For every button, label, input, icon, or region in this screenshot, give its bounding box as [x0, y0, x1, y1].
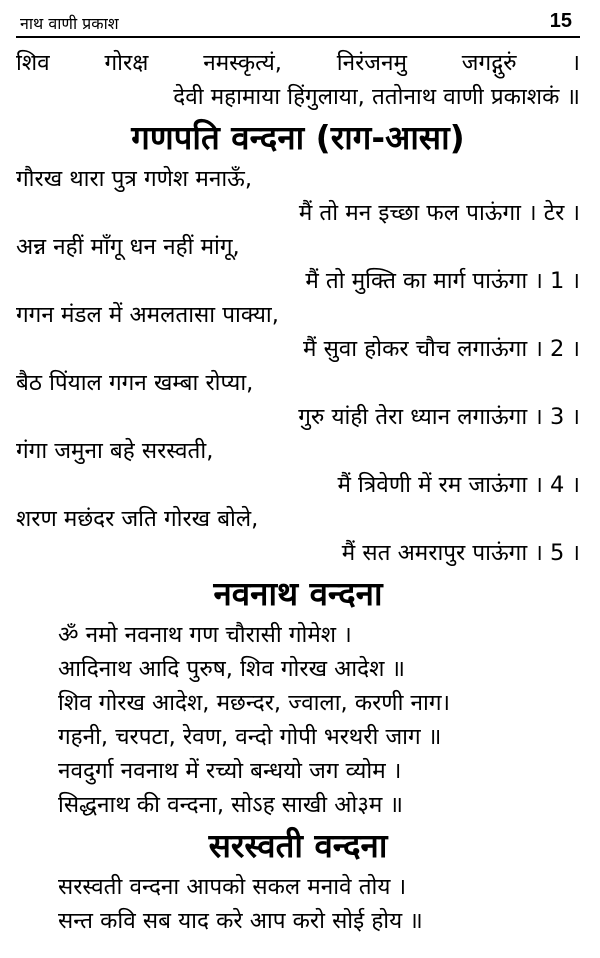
verse-refrain: गुरु यांही तेरा ध्यान लगाऊंगा । 3 ।: [298, 404, 580, 430]
verse-line: गौरख थारा पुत्र गणेश मनाऊँ,: [16, 166, 252, 192]
verse-refrain: मैं त्रिवेणी में रम जाऊंगा । 4 ।: [337, 472, 580, 498]
intro-verse-line-2: देवी महामाया हिंगुलाया, ततोनाथ वाणी प्रकाशकं ॥: [173, 84, 580, 110]
section-heading-saraswati: सरस्वती वन्दना: [208, 826, 388, 865]
verse-line: शिव गोरख आदेश, मछन्दर, ज्वाला, करणी नाग।: [58, 690, 451, 716]
intro-verse-line-1: [16, 46, 580, 80]
verse-refrain: मैं सुवा होकर चौच लगाऊंगा । 2 ।: [302, 336, 580, 362]
verse-line: सिद्धनाथ की वन्दना, सोऽह साखी ओ३म ॥: [58, 792, 404, 818]
verse-line: सरस्वती वन्दना आपको सकल मनावे तोय ।: [58, 874, 407, 900]
verse-line: सन्त कवि सब याद करे आप करो सोई होय ॥: [58, 908, 423, 934]
verse-line: अन्न नहीं माँगू धन नहीं मांगू,: [16, 234, 240, 260]
section-heading-ganpati: गणपति वन्दना (राग-आसा): [131, 118, 465, 157]
navnath-verses: [16, 618, 580, 822]
intro-word: गोरक्ष: [104, 50, 149, 76]
verse-line: शरण मछंदर जति गोरख बोले,: [16, 506, 259, 532]
verse-line: बैठ पिंयाल गगन खम्बा रोप्या,: [16, 370, 254, 396]
verse-refrain: मैं तो मन इच्छा फल पाऊंगा । टेर ।: [298, 200, 580, 226]
ganpati-verses: [16, 162, 580, 570]
intro-word: ।: [571, 50, 580, 76]
section-heading-navnath: नवनाथ वन्दना: [213, 574, 383, 613]
intro-word: नमस्कृत्यं,: [203, 50, 282, 76]
verse-line: गगन मंडल में अमलतासा पाक्या,: [16, 302, 279, 328]
verse-line: आदिनाथ आदि पुरुष, शिव गोरख आदेश ॥: [58, 656, 405, 682]
page-number: 15: [549, 10, 572, 32]
verse-line: ॐ नमो नवनाथ गण चौरासी गोमेश ।: [58, 622, 352, 648]
verse-refrain: मैं सत अमरापुर पाऊंगा । 5 ।: [341, 540, 580, 566]
page-header: [16, 0, 580, 38]
verse-line: गंगा जमुना बहे सरस्वती,: [16, 438, 214, 464]
saraswati-verses: [16, 870, 580, 938]
intro-word: निरंजनमु: [336, 50, 407, 76]
verse-line: गहनी, चरपटा, रेवण, वन्दो गोपी भरथरी जाग ॥: [58, 724, 442, 750]
verse-line: नवदुर्गा नवनाथ में रच्यो बन्धयो जग व्योम ।: [58, 758, 402, 784]
verse-refrain: मैं तो मुक्ति का मार्ग पाऊंगा । 1 ।: [305, 268, 580, 294]
intro-word: शिव: [16, 50, 50, 76]
intro-word: जगद्गुरुं: [461, 50, 517, 76]
book-title: नाथ वाणी प्रकाश: [20, 14, 119, 33]
